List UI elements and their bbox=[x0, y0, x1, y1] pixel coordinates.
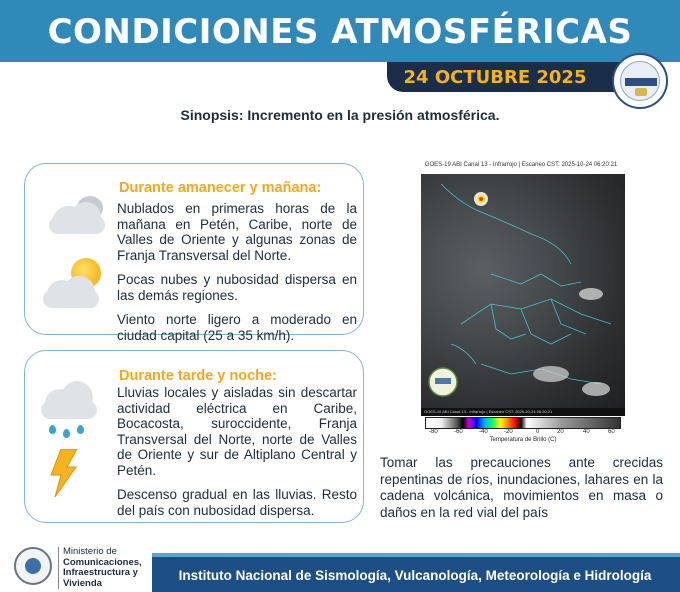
ministry-line: Infraestructura y bbox=[63, 567, 138, 578]
footer-bar bbox=[152, 553, 680, 592]
lightning-icon bbox=[49, 449, 79, 497]
date-bar bbox=[387, 62, 627, 92]
header-banner bbox=[0, 0, 680, 62]
colorbar-tick: -40 bbox=[479, 429, 488, 435]
warning-text: Tomar las precauciones ante crecidas repentinas de ríos, inundaciones, lahares en la cadena volcánica, movimientos en masa o daños en la red vial del país bbox=[380, 455, 663, 520]
satellite-title: GOES-19 ABI Canal 13 - Infrarrojo | Escaneo CST: 2025-10-24 06:20:21 bbox=[424, 162, 618, 168]
colorbar-tick: 40 bbox=[583, 429, 590, 435]
colorbar-tick: -60 bbox=[454, 429, 463, 435]
colorbar-label: Temperatura de Brillo (C) bbox=[489, 437, 557, 443]
colorbar-tick: 0 bbox=[536, 429, 540, 435]
ministry-name bbox=[58, 547, 150, 589]
evening-paragraph: Descenso gradual en las lluvias. Resto del país con nubosidad dispersa. bbox=[117, 487, 357, 518]
colorbar-tick: 60 bbox=[608, 429, 615, 435]
morning-text bbox=[117, 201, 357, 352]
evening-paragraph: Lluvias locales y aisladas sin descartar actividad eléctrica en Caribe, Bocacosta, suroccidente, Franja Transversal del Norte, norte de Valles de Oriente y sur de Altiplano Central y Petén. bbox=[117, 385, 357, 478]
morning-card bbox=[24, 163, 364, 343]
ministry-line: Ministerio de bbox=[63, 546, 117, 557]
rain-cloud-icon bbox=[39, 379, 101, 441]
ministry-line: Comunicaciones, bbox=[63, 556, 142, 568]
ministry-block bbox=[12, 543, 147, 589]
colorbar-tick: 20 bbox=[557, 429, 564, 435]
satellite-image bbox=[421, 174, 625, 414]
logo-emblem bbox=[620, 61, 660, 101]
evening-text bbox=[117, 385, 357, 527]
cloud-icon bbox=[47, 192, 109, 236]
report-date: 24 OCTUBRE 2025 bbox=[403, 67, 587, 88]
insivumeh-logo bbox=[612, 53, 668, 109]
colorbar-tick: -20 bbox=[504, 429, 513, 435]
satellite-footer: GOES-19 ABI Canal 13 - Infrarrojo | Escaneo CST: 2025-10-24 06:20:21 bbox=[421, 408, 625, 416]
colorbar-tick: -80 bbox=[429, 429, 438, 435]
page-title: CONDICIONES ATMOSFÉRICAS bbox=[47, 12, 633, 52]
evening-card bbox=[24, 350, 364, 523]
guatemala-seal-icon bbox=[14, 547, 52, 585]
morning-paragraph: Viento norte ligero a moderado en ciudad capital (25 a 35 km/h). bbox=[117, 312, 357, 343]
morning-paragraph: Pocas nubes y nubosidad dispersa en las demás regiones. bbox=[117, 272, 357, 303]
evening-heading: Durante tarde y noche: bbox=[119, 368, 277, 384]
synopsis: Sinopsis: Incremento en la presión atmosférica. bbox=[180, 107, 500, 123]
sun-behind-cloud-icon bbox=[41, 258, 113, 312]
ministry-line: Vivienda bbox=[63, 577, 102, 589]
institute-name: Instituto Nacional de Sismología, Vulcanología, Meteorología e Hidrología bbox=[178, 568, 652, 583]
morning-heading: Durante amanecer y mañana: bbox=[119, 180, 322, 196]
temperature-colorbar bbox=[425, 417, 621, 429]
morning-paragraph: Nublados en primeras horas de la mañana en Petén, Caribe, norte de Valles de Oriente y algunas zonas de Franja Transversal del Norte. bbox=[117, 201, 357, 263]
